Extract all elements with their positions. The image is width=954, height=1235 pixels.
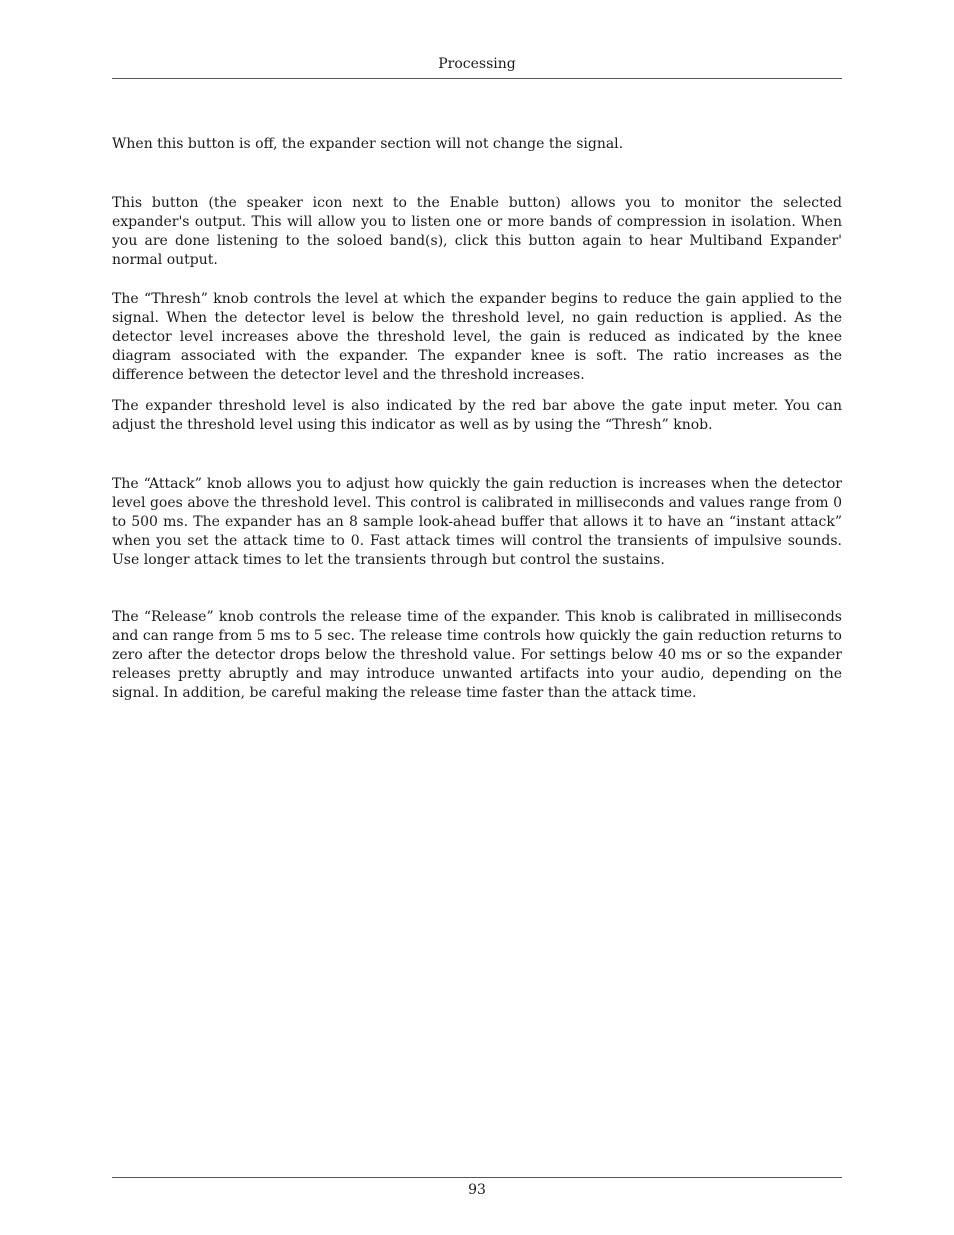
paragraph-enable-off: When this button is off, the expander section will not change the signal. <box>112 136 624 152</box>
running-header: Processing <box>438 56 516 72</box>
page-number: 93 <box>468 1182 486 1198</box>
paragraph-threshold-indicator: The expander threshold level is also indicated by the red bar above the gate input meter. You can adjust the threshold level using this indicator as well as by using the “Thresh” knob. <box>112 398 842 433</box>
footer-rule <box>112 1177 842 1178</box>
paragraph-attack-knob: The “Attack” knob allows you to adjust how quickly the gain reduction is increases when the detector level goes above the threshold level. This control is calibrated in milliseconds and values range from 0 to 500 ms. The expander has an 8 sample look-ahead buffer that allows it to have an “instant attack” when you set the attack time to 0. Fast attack times will control the transients of impulsive sounds. Use longer attack times to let the transients through but control the sustains. <box>112 476 842 568</box>
paragraph-release-knob: The “Release” knob controls the release time of the expander. This knob is calibrated in milliseconds and can range from 5 ms to 5 sec. The release time controls how quickly the gain reduction returns to zero after the detector drops below the threshold value. For settings below 40 ms or so the expander releases pretty abruptly and may introduce unwanted artifacts into your audio, depending on the signal. In addition, be careful making the release time faster than the attack time. <box>112 609 842 701</box>
paragraph-solo-button: This button (the speaker icon next to the Enable button) allows you to monitor the selected expander's output. This will allow you to listen one or more bands of compression in isolation. When you are done listening to the soloed band(s), click this button again to hear Multiband Expander' normal output. <box>112 195 842 268</box>
header-rule <box>112 78 842 79</box>
paragraph-thresh-knob: The “Thresh” knob controls the level at which the expander begins to reduce the gain applied to the signal. When the detector level is below the threshold level, no gain reduction is applied. As the detector level increases above the threshold level, the gain is reduced as indicated by the knee diagram associated with the expander. The expander knee is soft. The ratio increases as the difference between the detector level and the threshold increases. <box>112 291 842 383</box>
